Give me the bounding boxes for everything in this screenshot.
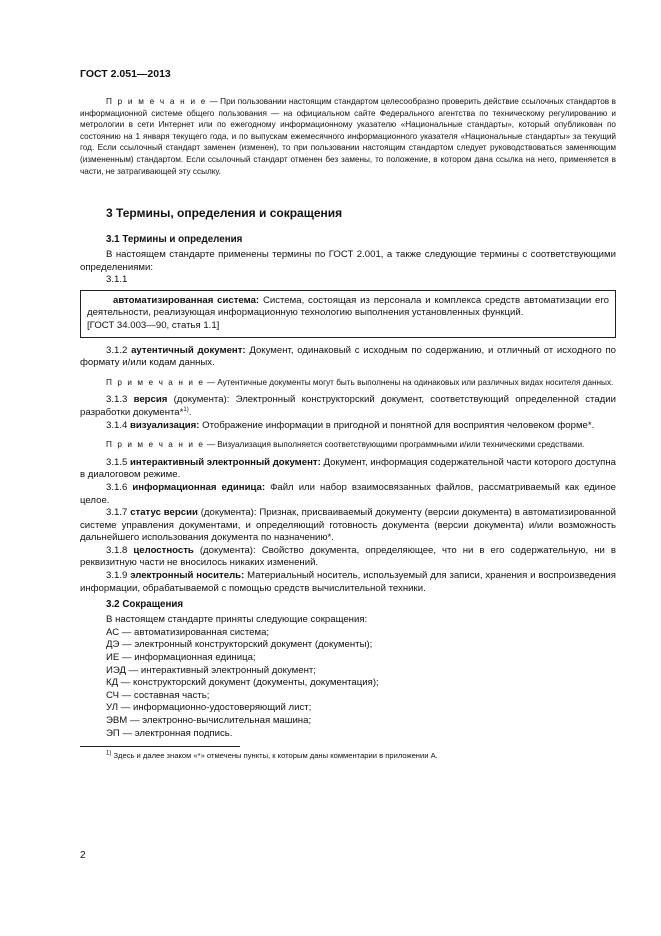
term-3-1-9-number: 3.1.9 (106, 570, 128, 582)
term-3-1-5-term: интерактивный электронный документ: (130, 456, 321, 468)
term-3-1-5-def: Документ, информация содержательной части которого доступна в диалоговом режиме. (80, 456, 616, 481)
footnote-reference: 1) (183, 406, 189, 413)
term-3-1-6-term: информационная единица: (132, 481, 266, 493)
list-item: СЧ — составная часть; (106, 689, 210, 701)
footnote-mark: 1) (106, 750, 112, 757)
note-3-1-4 (80, 439, 616, 451)
term-3-1-1-box (80, 290, 616, 338)
term-3-1-8-def: (документа): Свойство документа, определяющее, что ни в его содержательную, ни в реквизитную части не вносилось никаких изменений. (80, 544, 616, 569)
list-item: ЭП — электронная подпись. (106, 727, 233, 739)
term-3-1-7 (80, 507, 616, 545)
running-header: ГОСТ 2.051—2013 (80, 68, 171, 80)
note-text: — Визуализация выполняется соответствующими программными и/или техническими средствами. (204, 440, 585, 450)
list-item: ИЕ — информационная единица; (106, 652, 256, 664)
term-3-1-7-term: статус версии (130, 507, 198, 519)
intro-note (80, 96, 616, 177)
term-3-1-7-def: (документа): Признак, присваиваемый документу (версии документа) в автоматизированной системе управления документами, и определяющий готовность документа (версии документа) и/или возможность дальнейшего использования документа по назначению*. (80, 507, 616, 544)
term-3-1-5 (80, 457, 616, 482)
note-label: П р и м е ч а н и е (106, 440, 205, 450)
abbreviation-list (80, 627, 616, 740)
section-title: 3 Термины, определения и сокращения (106, 206, 343, 220)
term-3-1-3-end: . (188, 406, 192, 418)
footnote (80, 751, 616, 761)
term-3-1-1-term: автоматизированная система: (113, 294, 260, 306)
footnote-text: Здесь и далее знаком «*» отмечены пункты, к которым даны комментарии в приложении А. (111, 751, 438, 761)
list-item: КД — конструкторский документ (документы, документация); (106, 677, 379, 689)
term-3-1-1-reference: [ГОСТ 34.003—90, статья 1.1] (87, 319, 220, 331)
term-3-1-4-def: Отображение информации в пригодной и понятной для восприятия человеком форме*. (199, 419, 595, 431)
term-3-1-4 (80, 420, 616, 433)
note-label: П р и м е ч а н и е (106, 377, 205, 387)
subsection-3-2-title: 3.2 Сокращения (106, 599, 184, 611)
term-3-1-2-number: 3.1.2 (106, 344, 128, 356)
subsection-3-1-intro: В настоящем стандарте применены термины по ГОСТ 2.001, а также следующие термины с соответствующими определениями: (80, 249, 616, 273)
term-3-1-6 (80, 482, 616, 507)
subsection-3-1-title: 3.1 Термины и определения (106, 234, 243, 245)
term-3-1-8-number: 3.1.8 (106, 544, 128, 556)
term-3-1-9-def: Материальный носитель, используемый для записи, хранения и воспроизведения информации, обрабатываемой с помощью средств вычислительной техники. (80, 570, 616, 594)
term-3-1-4-number: 3.1.4 (106, 419, 128, 431)
term-3-1-3 (80, 394, 616, 419)
term-3-1-9 (80, 570, 616, 595)
term-3-1-2-def: Документ, одинаковый с исходным по содержанию, и отличный от исходного по формату и/или кодам данных. (80, 344, 616, 369)
section-3 (80, 206, 616, 761)
term-3-1-8 (80, 545, 616, 570)
list-item: АС — автоматизированная система; (106, 626, 270, 638)
page-number: 2 (80, 850, 86, 861)
term-3-1-3-number: 3.1.3 (106, 394, 128, 406)
term-3-1-7-number: 3.1.7 (106, 507, 128, 519)
term-3-1-2 (80, 345, 616, 370)
term-3-1-9-term: электронный носитель: (130, 570, 245, 582)
term-3-1-1-number: 3.1.1 (106, 274, 128, 286)
subsection-3-2-intro: В настоящем стандарте приняты следующие сокращения: (106, 614, 368, 626)
note-text: — При пользовании настоящим стандартом целесообразно проверить действие ссылочных стандартов в информационной системе общего пользования — на официальном сайте Федерального агентства по техническому регулированию и метрологии в сети Интернет или по ежегодному информационному указателю «Национальные стандарты», который опубликован по состоянию на 1 января текущего года, и по выпускам ежемесячного информационного указателя «Национальные стандарты» за текущий год. Если ссылочный стандарт заменен (изменен), то при пользовании настоящим стандартом следует руководствоваться заменяющим (измененным) стандартом. Если ссылочный стандарт отменен без замены, то положение, в котором дана ссылка на него, применяется в части, не затрагивающей эту ссылку. (80, 97, 616, 176)
note-label: П р и м е ч а н и е (106, 97, 207, 106)
term-3-1-4-term: визуализация: (130, 419, 200, 431)
list-item: УЛ — информационно-удостоверяющий лист; (106, 702, 312, 714)
term-3-1-8-term: целостность (133, 544, 194, 556)
list-item: ЭВМ — электронно-вычислительная машина; (106, 715, 312, 726)
term-3-1-2-term: аутентичный документ: (131, 344, 246, 356)
term-3-1-5-number: 3.1.5 (106, 456, 128, 468)
note-text: — Аутентичные документы могут быть выполнены на одинаковых или различных видах носителя данных. (204, 377, 614, 387)
term-3-1-1 (87, 295, 609, 320)
footnote-divider (80, 746, 240, 747)
term-3-1-6-number: 3.1.6 (106, 481, 128, 493)
term-3-1-3-term: версия (133, 394, 168, 406)
list-item: ДЭ — электронный конструкторский документ (документы); (106, 639, 373, 651)
term-3-1-6-def: Файл или набор взаимосвязанных файлов, рассматриваемый как единое целое. (80, 481, 617, 506)
note-3-1-2 (80, 377, 616, 389)
list-item: ИЭД — интерактивный электронный документ; (106, 664, 316, 676)
term-3-1-3-def: (документа): Электронный конструкторский документ, соответствующий определенной стадии разработки документа* (80, 394, 616, 418)
term-3-1-1-def: Система, состоящая из персонала и комплекса средств автоматизации его деятельности, реализующая информационную технологию выполнения установленных функций. (87, 294, 609, 319)
